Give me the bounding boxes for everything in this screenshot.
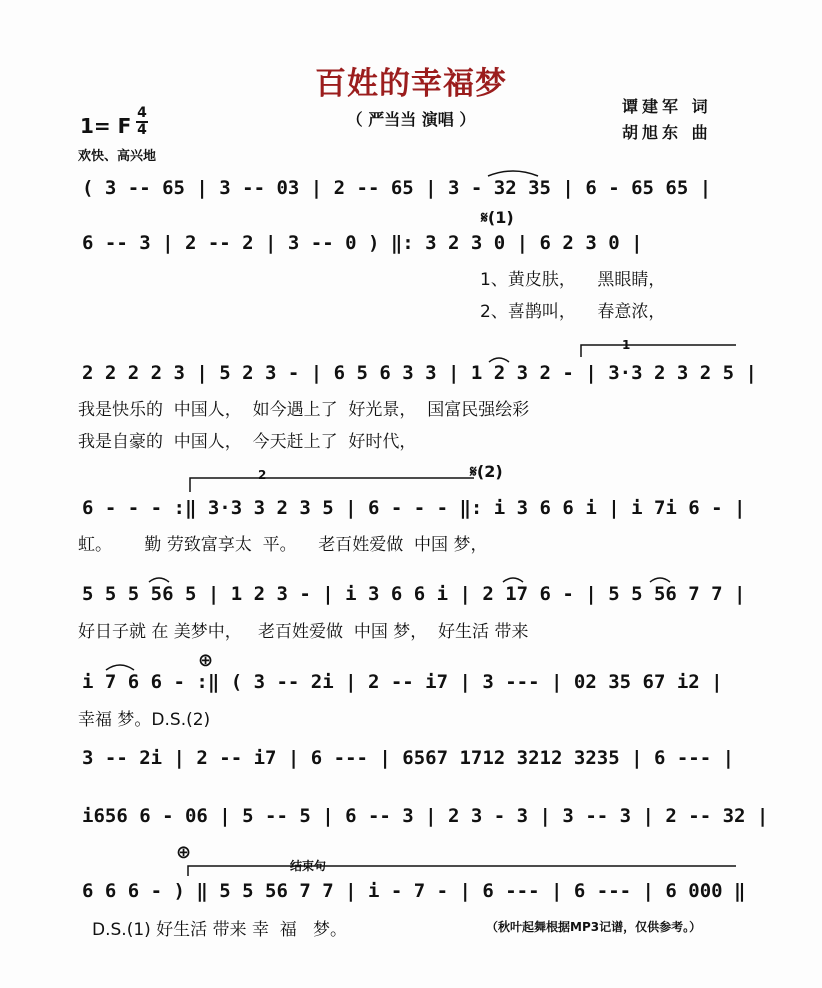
time-signature: 4 4	[137, 105, 147, 138]
lyric-row-3-verse-2: 我是自豪的 中国人， 今天赶上了 好时代，	[78, 432, 417, 452]
segno-mark-1: 𝄋(1)	[481, 208, 514, 227]
coda-label: 结束句	[290, 859, 327, 873]
staff-row-5: 5 5 5 56 5 | 1 2 3 - | i 3 6 6 i | 2 17 6 - | 5 5 56 7 7 |	[82, 583, 746, 605]
lyric-row-4: 虹。 勤 劳致富享太 平。 老百姓爱做 中国 梦，	[78, 535, 488, 555]
volta-1-label: 1	[622, 338, 631, 352]
lyric-row-3-verse-1: 我是快乐的 中国人， 如今遇上了 好光景， 国富民强绘彩	[78, 400, 530, 420]
slur-row-5	[149, 578, 169, 582]
staff-row-2: 6 -- 3 | 2 -- 2 | 3 -- 0 ) ‖: 3 2 3 0 | 6 2 3 0 |	[82, 232, 643, 254]
staff-row-4: 6 - - - :‖ 3·3 3 2 3 5 | 6 - - - ‖: i 3 6 6 i | i 7i 6 - |	[82, 497, 746, 519]
coda-icon: ⊕	[198, 650, 214, 671]
slur-row-5b	[503, 578, 523, 582]
lyricist-credit: 谭建军 词	[622, 97, 712, 116]
song-title: 百姓的幸福梦	[315, 66, 507, 102]
volta-1-bracket	[581, 345, 736, 357]
staff-row-3: 2 2 2 2 3 | 5 2 3 - | 6 5 6 3 3 | 1 2 3 2 - | 3·3 2 3 2 5 |	[82, 362, 757, 384]
slur-row-3	[489, 358, 509, 362]
transcription-note: （秋叶起舞根据MP3记谱，仅供参考。）	[486, 920, 702, 934]
lyric-row-2-verse-1: 1、黄皮肤， 黑眼睛，	[480, 270, 666, 290]
coda-icon-ending: ⊕	[176, 842, 192, 863]
volta-2-label: 2	[258, 468, 267, 482]
slur-row-5c	[650, 578, 670, 582]
lyric-row-5: 好日子就 在 美梦中， 老百姓爱做 中国 梦， 好生活 带来	[78, 622, 529, 642]
lyric-row-9: D.S.(1) 好生活 带来 幸 福 梦。	[92, 920, 347, 940]
staff-row-1: ( 3 -- 65 | 3 -- 03 | 2 -- 65 | 3 - 32 35 | 6 - 65 65 |	[82, 177, 712, 199]
tie-row-1	[488, 171, 538, 176]
staff-row-8: i656 6 - 06 | 5 -- 5 | 6 -- 3 | 2 3 - 3 | 3 -- 3 | 2 -- 32 |	[82, 805, 769, 827]
slur-row-6	[106, 665, 134, 670]
staff-row-6: i 7 6 6 - :‖ ( 3 -- 2i | 2 -- i7 | 3 --- | 02 35 67 i2 |	[82, 671, 723, 693]
coda-bracket	[188, 866, 736, 876]
segno-mark-2: 𝄋(2)	[470, 462, 503, 481]
singer-credit: （ 严当当 演唱 ）	[346, 110, 476, 129]
volta-2-bracket	[190, 478, 474, 492]
composer-credit: 胡旭东 曲	[622, 123, 712, 142]
lyric-row-2-verse-2: 2、喜鹊叫， 春意浓，	[480, 302, 666, 322]
key-signature: 1= F	[80, 114, 132, 138]
staff-row-9: 6 6 6 - ) ‖ 5 5 56 7 7 | i - 7 - | 6 --- | 6 --- | 6 000 ‖	[82, 880, 746, 902]
lyric-row-6: 幸福 梦。D.S.(2)	[78, 710, 211, 730]
tempo-marking: 欢快、高兴地	[78, 149, 157, 164]
staff-row-7: 3 -- 2i | 2 -- i7 | 6 --- | 6567 1712 3212 3235 | 6 --- |	[82, 747, 735, 769]
